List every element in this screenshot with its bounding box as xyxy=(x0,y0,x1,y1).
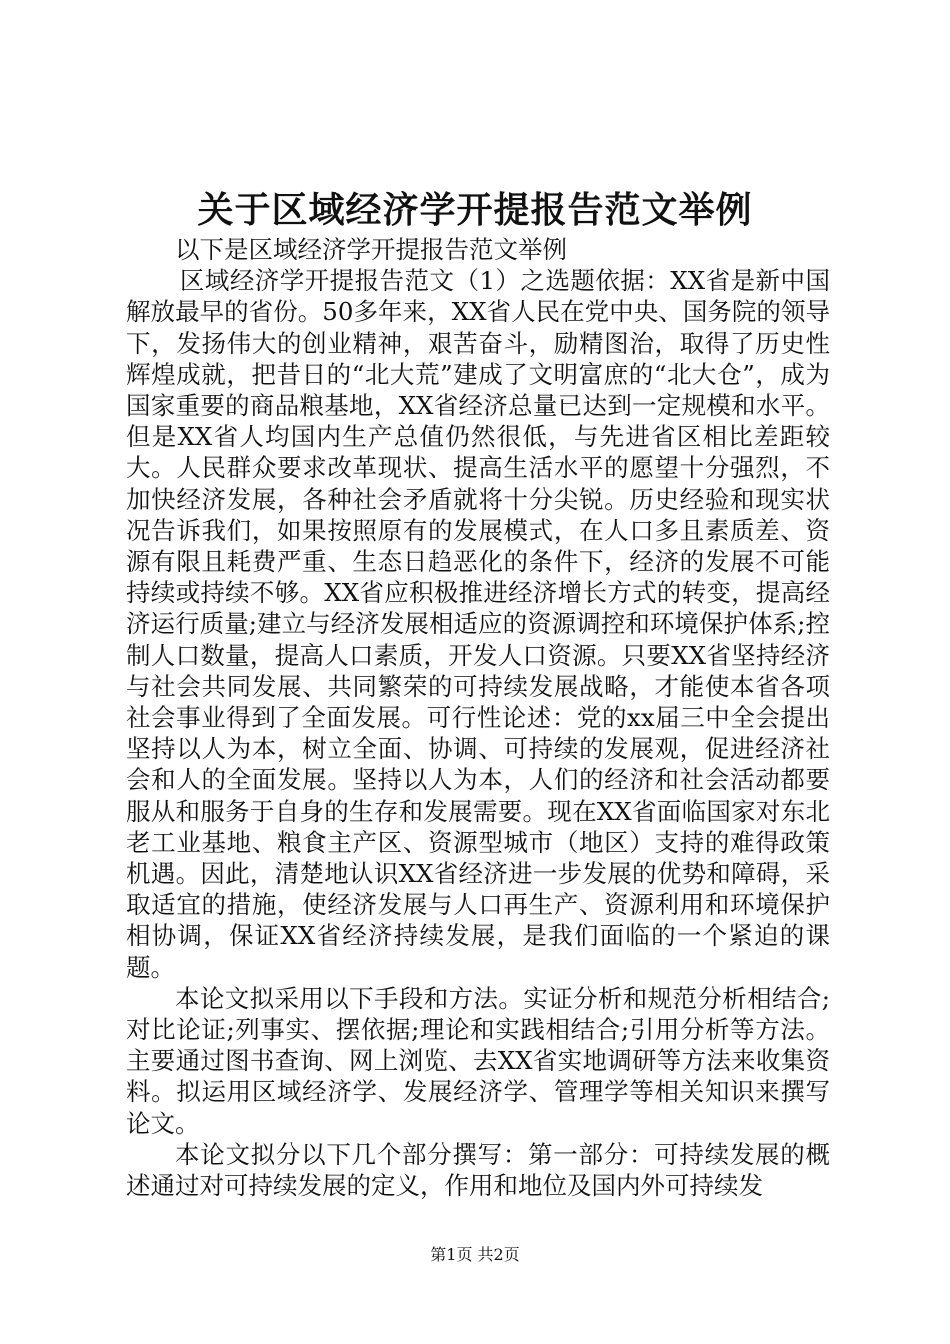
methods-paragraph: 本论文拟采用以下手段和方法。实证分析和规范分析相结合;对比论证;列事实、摆依据;理论和实践相结合;引用分析等方法。主要通过图书查询、网上浏览、去XX省实地调研等方法来收集资料。拟运用区域经济学、发展经济学、管理学等相关知识来撰写论文。 xyxy=(126,983,830,1138)
intro-paragraph: 以下是区域经济学开提报告范文举例 xyxy=(175,235,567,264)
topic-basis-paragraph: 区域经济学开提报告范文（1）之选题依据：XX省是新中国解放最早的省份。50多年来，XX省人民在党中央、国务院的领导下，发扬伟大的创业精神，艰苦奋斗，励精图治，取得了历史性辉煌成就，把昔日的“北大荒”建成了文明富庶的“北大仓”，成为国家重要的商品粮基地，XX省经济总量已达到一定规模和水平。但是XX省人均国内生产总值仍然很低，与先进省区相比差距较大。人民群众要求改革现状、提高生活水平的愿望十分强烈，不加快经济发展，各种社会矛盾就将十分尖锐。历史经验和现实状况告诉我们，如果按照原有的发展模式，在人口多且素质差、资源有限且耗费严重、生态日趋恶化的条件下，经济的发展不可能持续或持续不够。XX省应积极推进经济增长方式的转变，提高经济运行质量;建立与经济发展相适应的资源调控和环境保护体系;控制人口数量，提高人口素质，开发人口资源。只要XX省坚持经济与社会共同发展、共同繁荣的可持续发展战略，才能使本省各项社会事业得到了全面发展。可行性论述：党的xx届三中全会提出坚持以人为本，树立全面、协调、可持续的发展观，促进经济社会和人的全面发展。坚持以人为本，人们的经济和社会活动都要服从和服务于自身的生存和发展需要。现在XX省面临国家对东北老工业基地、粮食主产区、资源型城市（地区）支持的难得政策机遇。因此，清楚地认识XX省经济进一步发展的优势和障碍，采取适宜的措施，使经济发展与人口再生产、资源利用和环境保护相协调，保证XX省经济持续发展，是我们面临的一个紧迫的课题。 xyxy=(126,266,830,982)
page-number: 第1页 共2页 xyxy=(430,1245,520,1264)
structure-paragraph: 本论文拟分以下几个部分撰写：第一部分：可持续发展的概述通过对可持续发展的定义，作用和地位及国内外可持续发 xyxy=(126,1139,830,1201)
document-title: 关于区域经济学开提报告范文举例 xyxy=(197,189,753,231)
document-body xyxy=(126,234,830,1201)
